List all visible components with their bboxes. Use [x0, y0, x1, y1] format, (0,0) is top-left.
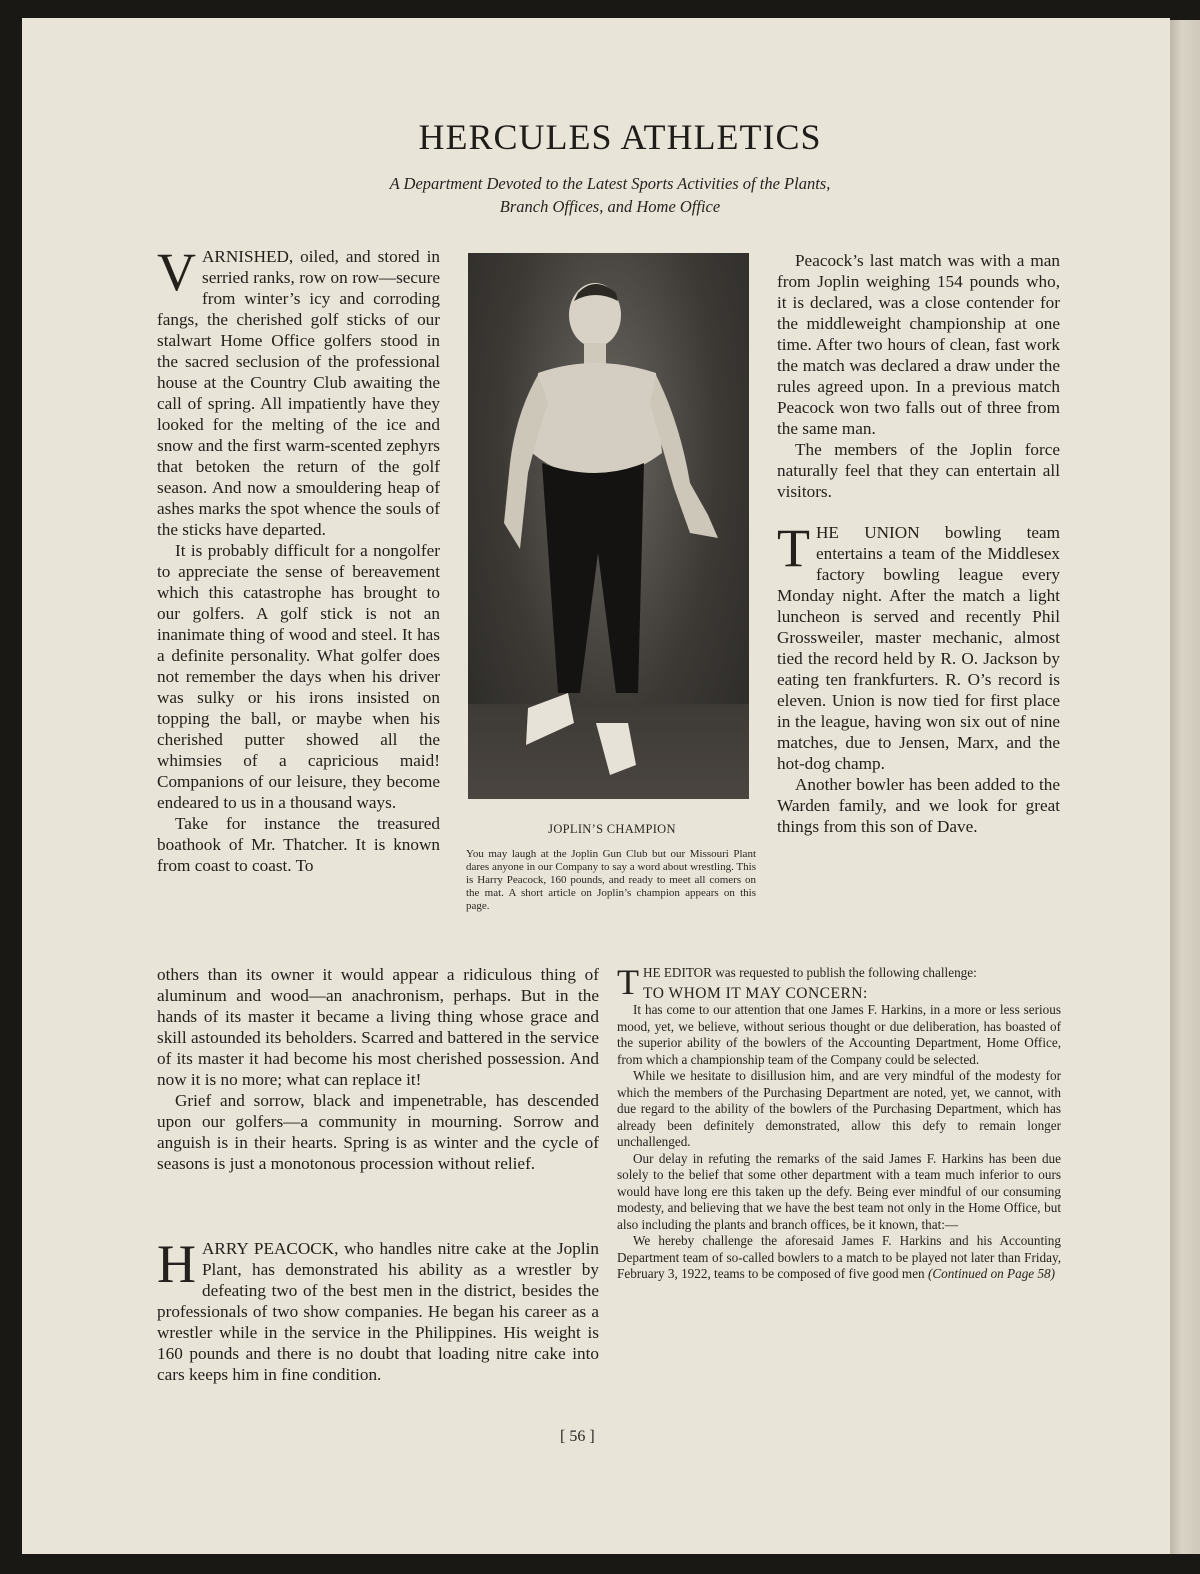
subtitle-line-1: A Department Devoted to the Latest Sports Activities of the Plants,	[389, 174, 831, 193]
peacock-paragraph: HARRY PEACOCK, who handles nitre cake at the Joplin Plant, has demonstrated his ability as a wrestler by defeating two of the best men in the district, besides the professionals of two show companies. He began his career as a wrestler while in the service in the Philippines. His weight is 160 pounds and there is no doubt that loading nitre cake into cars keeps him in fine condition.	[157, 1234, 599, 1384]
golf-article-continued	[157, 964, 599, 1174]
challenge-intro: THE EDITOR was requested to publish the following challenge:	[617, 962, 977, 1002]
page-subtitle	[0, 172, 1200, 218]
drop-cap: V	[157, 242, 196, 302]
subtitle-line-2: Branch Offices, and Home Office	[499, 197, 721, 216]
challenge-paragraph-3: Our delay in refuting the remarks of the said James F. Harkins has been due solely to the belief that some other department with a team much inferior to ours would have long ere this taken up the defy. Being ever mindful of our consuming modesty, and believing that we have the best team not only in the Home Office, but also including the plants and branch offices, be it known, that:—	[617, 1150, 1061, 1232]
golf-paragraph-3a: Take for instance the treasured boathook of Mr. Thatcher. It is known from coast to coast. To	[157, 814, 440, 875]
challenge-paragraph-4: We hereby challenge the aforesaid James F. Harkins and his Accounting Department team of so-called bowlers to a match to be played not later than Friday, February 3, 1922, teams to be composed of five good men (Continued on Page 58)	[617, 1233, 1061, 1281]
page-title: HERCULES ATHLETICS	[418, 117, 822, 157]
wrestler-figure	[468, 253, 749, 799]
photo-caption-title: JOPLIN’S CHAMPION	[548, 822, 676, 836]
peacock-match-paragraph: Peacock’s last match was with a man from Joplin weighing 154 pounds who, it is declared, was a close contender for the middleweight championship at one time. After two hours of clean, fast work the match was declared a draw under the rules agreed upon. In a previous match Peacock won two falls out of three from the same man.	[777, 251, 1060, 438]
golf-paragraph-2: It is probably difficult for a nongolfer to appreciate the sense of bereavement which this catastrophe has brought to our golfers. A golf stick is not an inanimate thing of wood and steel. It has a definite personality. What golfer does not remember the days when his driver was sulky or his irons insisted on topping the ball, or maybe when his cherished putter showed all the whimsies of a capricious maid! Companions of our leisure, they become endeared to us in a thousand ways.	[157, 541, 440, 812]
golf-paragraph-3b: others than its owner it would appear a ridiculous thing of aluminum and wood—an anachronism, perhaps. But in the hands of its master it became a living thing whose grace and skill astounded its beholders. Scarred and battered in the service of its master it had become his most cherished possession. And now it is no more; what can replace it!	[157, 965, 599, 1089]
drop-cap: T	[617, 962, 639, 1002]
peacock-article	[157, 1234, 599, 1385]
photo-caption-body: You may laugh at the Joplin Gun Club but our Missouri Plant dares anyone in our Company to say a word about wrestling. This is Harry Peacock, 160 pounds, and ready to meet all comers on the mat. A short article on Joplin’s champion appears on this page.	[466, 848, 756, 912]
right-column	[777, 250, 1060, 837]
bowling-paragraph-2: Another bowler has been added to the Warden family, and we look for great things from this son of Dave.	[777, 775, 1060, 836]
challenge-paragraph-1: It has come to our attention that one James F. Harkins, in a more or less serious mood, yet, we believe, without serious thought or due deliberation, has boasted of the superior ability of the bowlers of the Accounting Department, Home Office, from which a championship team of the Company could be selected.	[617, 1002, 1061, 1067]
challenge-paragraph-2: While we hesitate to disillusion him, and are very mindful of the modesty for which the members of the Purchasing Department are noted, yet, we cannot, with due regard to the ability of the bowlers of the Purchasing Department, which has already been definitely demonstrated, allow this defy to remain longer unchallenged.	[617, 1068, 1061, 1149]
drop-cap: T	[777, 518, 810, 578]
continued-note: (Continued on Page 58)	[927, 1266, 1056, 1281]
page-number: [ 56 ]	[560, 1428, 595, 1445]
wrestler-photo	[468, 253, 749, 799]
drop-cap: H	[157, 1234, 196, 1294]
golf-paragraph-4: Grief and sorrow, black and impenetrable, has descended upon our golfers—a community in mourning. Sorrow and anguish is in their hearts. Spring is as winter and the cycle of seasons is just a monotonous procession without relief.	[157, 1091, 599, 1173]
bowling-paragraph-1: THE UNION bowling team entertains a team of the Middlesex factory bowling league every Monday night. After the match a light luncheon is served and recently Phil Grossweiler, master mechanic, almost tied the record held by R. O. Jackson by eating ten frankfurters. R. O’s record is eleven. Union is now tied for first place in the league, having won six out of nine matches, due to Jensen, Marx, and the hot-dog champ.	[777, 518, 1060, 773]
golf-article-column	[157, 242, 440, 876]
golf-paragraph-1: VARNISHED, oiled, and stored in serried ranks, row on row—secure from winter’s icy and corroding fangs, the cherished golf sticks of our stalwart Home Office golfers stood in the sacred seclusion of the professional house at the Country Club awaiting the call of spring. All impatiently have they looked for the melting of the ice and snow and the first warm-scented zephyrs that betoken the return of the golf season. And now a smouldering heap of ashes marks the spot whence the souls of the sticks have departed.	[157, 242, 440, 539]
challenge-heading: TO WHOM IT MAY CONCERN:	[643, 984, 868, 1002]
joplin-force-paragraph: The members of the Joplin force naturally feel that they can entertain all visitors.	[777, 440, 1060, 501]
page-edge	[1170, 20, 1200, 1554]
challenge-section	[617, 962, 1061, 1283]
